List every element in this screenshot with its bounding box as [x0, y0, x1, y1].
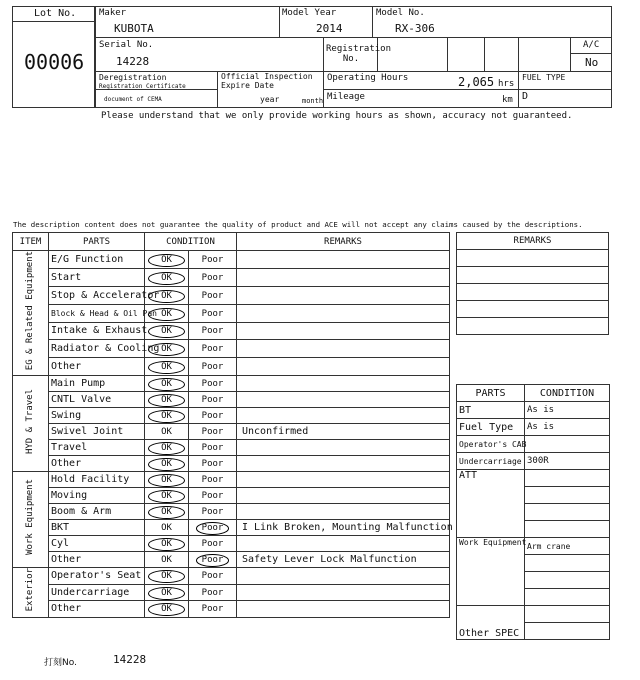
att-label: ATT	[457, 470, 525, 538]
condition-ok-cell	[145, 504, 189, 520]
item-header: ITEM	[13, 233, 49, 251]
ok-circled-mark: OK	[148, 343, 185, 356]
condition-ok-cell	[145, 251, 189, 269]
serial-label: Serial No.	[99, 40, 154, 50]
remark-cell	[237, 376, 450, 392]
part-name: CNTL Valve	[49, 392, 145, 408]
right-part-name: Operator's CAB	[457, 436, 525, 453]
model-year-value: 2014	[316, 22, 343, 35]
inspection-row	[13, 520, 450, 536]
model-no-value: RX-306	[395, 22, 435, 35]
item-group-label: Work Equipment	[25, 479, 35, 556]
inspection-row	[13, 322, 450, 340]
poor-mark: Poor	[201, 587, 224, 598]
part-name: Moving	[49, 488, 145, 504]
right-part-name: BT	[457, 402, 525, 419]
poor-mark: Poor	[201, 507, 224, 518]
condition-ok-cell	[145, 440, 189, 456]
part-name: Other	[49, 456, 145, 472]
poor-mark: Poor	[201, 571, 224, 582]
remark-cell	[237, 392, 450, 408]
poor-mark: Poor	[201, 308, 224, 319]
condition-ok-cell	[145, 268, 189, 286]
condition-ok-cell	[145, 322, 189, 340]
condition-poor-cell	[189, 408, 237, 424]
part-name: Block & Head & Oil Pan	[49, 304, 145, 322]
mileage-label: Mileage	[327, 92, 365, 102]
condition-poor-cell	[189, 251, 237, 269]
inspection-row	[13, 601, 450, 617]
ok-circled-mark: OK	[148, 442, 185, 455]
part-name: BKT	[49, 520, 145, 536]
remark-cell	[237, 358, 450, 376]
ok-circled-mark: OK	[148, 325, 185, 338]
fuel-type-value: D	[522, 91, 529, 102]
inspection-row	[13, 408, 450, 424]
condition-ok-cell	[145, 568, 189, 584]
condition-ok-cell	[145, 488, 189, 504]
right-part-condition: As is	[525, 402, 610, 419]
operating-hours-value: 2,065	[458, 75, 495, 89]
inspection-row	[13, 424, 450, 440]
inspection-row	[13, 286, 450, 304]
model-year-label: Model Year	[282, 8, 337, 18]
stamp-label: 打刻No.	[44, 658, 77, 668]
poor-mark: Poor	[201, 272, 224, 283]
ok-circled-mark: OK	[148, 254, 185, 267]
stamp-number: 14228	[113, 653, 147, 666]
inspection-row	[13, 268, 450, 286]
poor-mark: Poor	[201, 395, 224, 406]
poor-mark: Poor	[201, 443, 224, 454]
condition-ok-cell	[145, 472, 189, 488]
right-parts-row	[457, 436, 610, 453]
poor-mark: Poor	[201, 362, 224, 373]
ok-circled-mark: OK	[148, 290, 185, 303]
ac-value: No	[585, 56, 599, 69]
registration-certificate-label: Registration Certificate	[99, 83, 186, 90]
right-remarks-table	[456, 232, 609, 335]
remark-cell	[237, 488, 450, 504]
part-name: Swing	[49, 408, 145, 424]
remark-cell	[237, 568, 450, 584]
ok-circled-mark: OK	[148, 410, 185, 423]
cema-label: document of CEMA	[104, 96, 162, 103]
poor-mark: Poor	[201, 604, 224, 615]
part-name: Stop & Accelerator	[49, 286, 145, 304]
item-group-label: EG & Related Equipment	[25, 251, 35, 371]
right-part-condition	[525, 436, 610, 453]
condition-ok-cell	[145, 601, 189, 617]
condition-poor-cell	[189, 504, 237, 520]
remark-cell: I Link Broken, Mounting Malfunction	[237, 520, 450, 536]
part-name: Other	[49, 358, 145, 376]
remark-cell	[237, 440, 450, 456]
year-label: year	[260, 95, 280, 104]
poor-mark: Poor	[201, 475, 224, 486]
poor-mark: Poor	[201, 411, 224, 422]
inspection-row	[13, 552, 450, 568]
remark-cell	[237, 251, 450, 269]
poor-mark: Poor	[201, 491, 224, 502]
poor-mark: Poor	[201, 290, 224, 301]
condition-poor-cell	[189, 584, 237, 600]
ok-circled-mark: OK	[148, 308, 185, 321]
right-remarks-header: REMARKS	[457, 233, 609, 250]
part-name: Start	[49, 268, 145, 286]
part-name: Undercarriage	[49, 584, 145, 600]
ok-circled-mark: OK	[148, 506, 185, 519]
condition-ok-cell	[145, 340, 189, 358]
km-unit: km	[502, 95, 513, 105]
right-part-name: Undercarriage	[457, 453, 525, 470]
inspection-row	[13, 304, 450, 322]
condition-ok-cell	[145, 286, 189, 304]
condition-poor-cell	[189, 440, 237, 456]
disclaimer-text: The description content does not guarantee the quality of product and ACE will not accept any claims caused by the descriptions.	[13, 220, 583, 229]
remark-cell	[237, 408, 450, 424]
poor-mark: Poor	[201, 344, 224, 355]
ok-mark: OK	[161, 555, 172, 566]
remark-cell	[237, 322, 450, 340]
remark-cell: Unconfirmed	[237, 424, 450, 440]
right-condition-header: CONDITION	[525, 385, 610, 402]
ok-circled-mark: OK	[148, 272, 185, 285]
right-parts-header-row	[457, 385, 610, 402]
condition-header: CONDITION	[145, 233, 237, 251]
part-name: Swivel Joint	[49, 424, 145, 440]
ok-circled-mark: OK	[148, 378, 185, 391]
poor-mark: Poor	[201, 539, 224, 550]
ok-mark: OK	[161, 427, 172, 438]
part-name: Travel	[49, 440, 145, 456]
inspection-row	[13, 376, 450, 392]
ok-circled-mark: OK	[148, 587, 185, 600]
condition-poor-cell	[189, 472, 237, 488]
right-parts-row	[457, 419, 610, 436]
inspection-row	[13, 568, 450, 584]
part-name: E/G Function	[49, 251, 145, 269]
part-name: Radiator & Cooling	[49, 340, 145, 358]
right-parts-table	[456, 384, 610, 640]
deregistration-label: Deregistration	[99, 73, 167, 82]
ok-circled-mark: OK	[148, 538, 185, 551]
part-name: Boom & Arm	[49, 504, 145, 520]
remark-cell	[237, 268, 450, 286]
lot-number: 00006	[24, 50, 85, 74]
condition-ok-cell	[145, 520, 189, 536]
inspection-row	[13, 440, 450, 456]
poor-mark: Poor	[201, 326, 224, 337]
ok-circled-mark: OK	[148, 570, 185, 583]
condition-ok-cell	[145, 408, 189, 424]
ok-circled-mark: OK	[148, 490, 185, 503]
remarks-header: REMARKS	[237, 233, 450, 251]
part-name: Other	[49, 601, 145, 617]
condition-ok-cell	[145, 552, 189, 568]
condition-poor-cell	[189, 601, 237, 617]
ok-circled-mark: OK	[148, 474, 185, 487]
inspection-row	[13, 472, 450, 488]
right-parts-header: PARTS	[457, 385, 525, 402]
ok-circled-mark: OK	[148, 361, 185, 374]
ac-label: A/C	[583, 40, 600, 50]
poor-mark: Poor	[201, 379, 224, 390]
remark-cell	[237, 472, 450, 488]
inspection-row	[13, 536, 450, 552]
poor-circled-mark: Poor	[196, 554, 230, 567]
ok-circled-mark: OK	[148, 603, 185, 616]
official-inspection-label: Official Inspection Expire Date	[221, 72, 313, 90]
ok-circled-mark: OK	[148, 458, 185, 471]
condition-poor-cell	[189, 304, 237, 322]
right-part-name: Fuel Type	[457, 419, 525, 436]
remark-cell	[237, 536, 450, 552]
inspection-table	[12, 232, 453, 618]
serial-value: 14228	[116, 55, 150, 68]
part-name: Intake & Exhaust	[49, 322, 145, 340]
poor-circled-mark: Poor	[196, 522, 230, 535]
condition-poor-cell	[189, 488, 237, 504]
condition-ok-cell	[145, 376, 189, 392]
remark-cell	[237, 286, 450, 304]
inspection-row	[13, 584, 450, 600]
condition-poor-cell	[189, 456, 237, 472]
right-parts-row	[457, 402, 610, 419]
condition-poor-cell	[189, 520, 237, 536]
condition-ok-cell	[145, 304, 189, 322]
inspection-header-row	[13, 233, 450, 251]
inspection-row	[13, 456, 450, 472]
remark-cell	[237, 456, 450, 472]
fuel-type-label: FUEL TYPE	[522, 73, 566, 82]
item-group-cell	[13, 472, 49, 568]
condition-ok-cell	[145, 424, 189, 440]
part-name: Cyl	[49, 536, 145, 552]
remark-cell	[237, 601, 450, 617]
ok-mark: OK	[161, 523, 172, 534]
ok-circled-mark: OK	[148, 394, 185, 407]
item-group-cell	[13, 376, 49, 472]
condition-poor-cell	[189, 376, 237, 392]
remark-cell: Safety Lever Lock Malfunction	[237, 552, 450, 568]
condition-poor-cell	[189, 286, 237, 304]
part-name: Operator's Seat	[49, 568, 145, 584]
item-group-label: Exterior	[25, 568, 35, 612]
item-group-cell	[13, 568, 49, 617]
other-spec-label: Other SPEC	[457, 606, 525, 640]
inspection-row	[13, 392, 450, 408]
poor-mark: Poor	[201, 254, 224, 265]
registration-label: Registration No.	[326, 44, 392, 64]
poor-mark: Poor	[201, 427, 224, 438]
work-equipment-value: Arm crane	[525, 538, 610, 555]
condition-poor-cell	[189, 552, 237, 568]
hours-notice: Please understand that we only provide working hours as shown, accuracy not guaranteed.	[101, 111, 573, 121]
remark-cell	[237, 504, 450, 520]
part-name: Main Pump	[49, 376, 145, 392]
condition-poor-cell	[189, 340, 237, 358]
condition-ok-cell	[145, 392, 189, 408]
work-equipment-label: Work Equipment	[457, 538, 525, 606]
condition-poor-cell	[189, 268, 237, 286]
right-parts-row	[457, 453, 610, 470]
month-label: month	[302, 97, 324, 105]
right-part-condition: As is	[525, 419, 610, 436]
maker-value: KUBOTA	[114, 22, 154, 35]
inspection-row	[13, 488, 450, 504]
maker-label: Maker	[99, 8, 127, 18]
remark-cell	[237, 304, 450, 322]
lot-label: Lot No.	[34, 8, 77, 19]
inspection-row	[13, 358, 450, 376]
condition-poor-cell	[189, 358, 237, 376]
condition-poor-cell	[189, 536, 237, 552]
item-group-cell	[13, 251, 49, 376]
parts-header: PARTS	[49, 233, 145, 251]
item-group-label: HYD & Travel	[25, 388, 35, 454]
condition-poor-cell	[189, 392, 237, 408]
operating-hours-label: Operating Hours	[327, 73, 409, 83]
part-name: Other	[49, 552, 145, 568]
inspection-row	[13, 340, 450, 358]
condition-poor-cell	[189, 322, 237, 340]
condition-ok-cell	[145, 536, 189, 552]
condition-poor-cell	[189, 424, 237, 440]
condition-ok-cell	[145, 456, 189, 472]
hrs-unit: hrs	[498, 79, 515, 89]
inspection-row	[13, 504, 450, 520]
condition-poor-cell	[189, 568, 237, 584]
part-name: Hold Facility	[49, 472, 145, 488]
model-no-label: Model No.	[376, 8, 425, 18]
remark-cell	[237, 340, 450, 358]
right-part-condition: 300R	[525, 453, 610, 470]
condition-ok-cell	[145, 584, 189, 600]
condition-ok-cell	[145, 358, 189, 376]
remark-cell	[237, 584, 450, 600]
inspection-row	[13, 251, 450, 269]
poor-mark: Poor	[201, 459, 224, 470]
